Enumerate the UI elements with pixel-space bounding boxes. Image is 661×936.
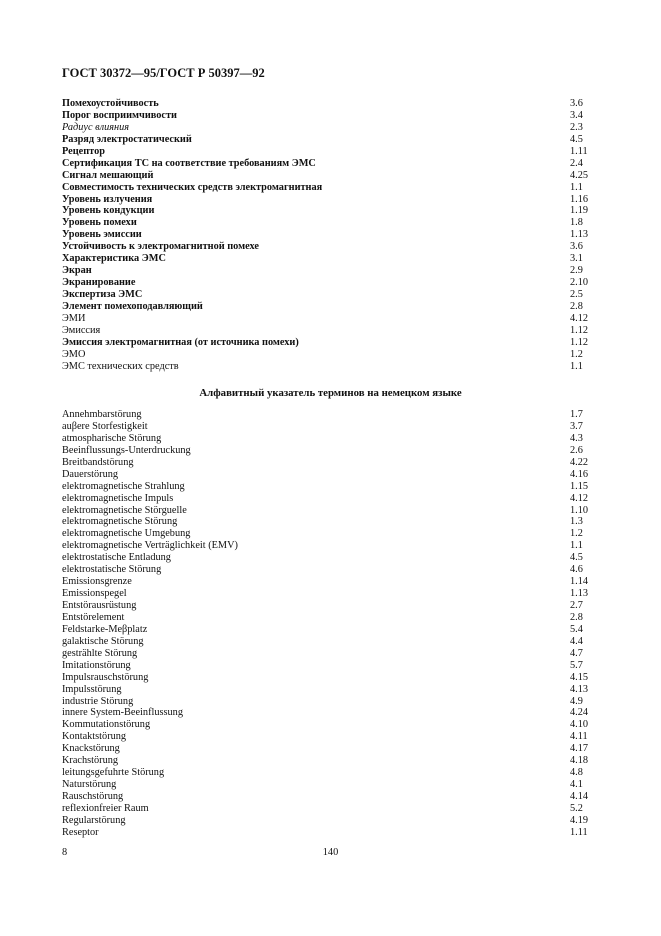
index-term: elektromagnetische Verträglichkeit (EMV) [62,540,238,552]
index-section-number: 4.25 [570,169,589,181]
german-index-row [62,719,599,731]
german-index-title: Алфавитный указатель терминов на немецком языке [199,387,462,399]
index-term: Kommutationstörung [62,719,151,731]
russian-index-row [62,337,599,349]
german-index-row [62,827,599,839]
index-section-number: 3.4 [570,109,583,121]
index-section-number: 4.24 [570,707,589,719]
index-term: Dauerstörung [62,468,119,480]
index-term: Сертификация ТС на соответствие требованиям ЭМС [62,157,316,169]
document-header: ГОСТ 30372—95/ГОСТ Р 50397—92 [62,66,265,80]
index-section-number: 1.12 [570,336,589,348]
index-section-number: 1.3 [570,516,583,528]
german-index-row [62,791,599,803]
index-term: elektromagnetische Impuls [62,492,174,504]
russian-index-row [62,265,599,277]
index-section-number: 4.19 [570,814,589,826]
russian-index-row [62,146,599,158]
index-section-number: 4.12 [570,492,589,504]
index-term: elektromagnetische Umgebung [62,528,191,540]
index-term: Уровень эмиссии [62,229,142,241]
index-section-number: 1.8 [570,217,583,229]
german-index-row [62,516,599,528]
index-term: Feldstarke-Meβplatz [62,623,148,635]
index-section-number: 1.1 [570,540,583,552]
index-section-number: 4.15 [570,671,589,683]
german-index-row [62,767,599,779]
index-section-number: 3.6 [570,98,583,109]
russian-index-row [62,325,599,337]
index-section-number: 1.15 [570,480,589,492]
index-term: Naturstörung [62,779,117,791]
index-section-number: 5.7 [570,659,583,671]
index-section-number: 1.7 [570,409,583,420]
index-term: Радиус влияния [62,121,130,133]
index-term: industrie Störung [62,695,134,707]
german-index-row [62,815,599,827]
index-term: Порог восприимчивости [62,109,177,121]
index-section-number: 2.8 [570,300,583,312]
index-section-number: 4.18 [570,755,589,767]
index-term: Уровень кондукции [62,205,155,217]
index-term: Совместимость технических средств электромагнитная [62,181,323,193]
german-index-row [62,433,599,445]
index-section-number: 4.10 [570,719,589,731]
russian-index-row [62,349,599,361]
index-section-number: 4.6 [570,564,583,576]
index-section-number: 4.5 [570,552,583,564]
index-section-number: 4.16 [570,468,589,480]
russian-index-row [62,253,599,265]
russian-index-row [62,217,599,229]
russian-index-row [62,158,599,170]
index-term: Reseptor [62,826,99,838]
index-section-number: 2.5 [570,289,583,300]
russian-index-row [62,110,599,122]
russian-index-row [62,182,599,194]
german-index-row [62,731,599,743]
russian-index-row [62,313,599,325]
index-section-number: 4.13 [570,683,589,695]
german-index-row [62,636,599,648]
index-section-number: 2.4 [570,157,583,169]
index-term: leitungsgefuhrte Störung [62,767,165,779]
index-term: Элемент помехоподавляющий [62,300,203,312]
index-term: Emissionspegel [62,588,127,600]
german-index-row [62,505,599,517]
german-index-row [62,445,599,457]
index-section-number: 3.6 [570,241,583,253]
index-term: Экран [62,265,92,277]
index-term: Imitationstörung [62,659,131,671]
index-section-number: 2.10 [570,277,589,289]
index-section-number: 1.12 [570,324,589,336]
index-term: Entstörausrüstung [62,600,137,611]
german-index-row [62,743,599,755]
index-section-number: 1.19 [570,205,589,217]
russian-index-row [62,277,599,289]
index-section-number: 4.7 [570,647,583,659]
russian-index-row [62,289,599,301]
index-section-number: 2.6 [570,444,583,456]
index-term: Breitbandstörung [62,456,134,468]
index-term: Rauschstörung [62,791,124,802]
index-term: atmospharische Störung [62,432,162,444]
index-term: gestrählte Störung [62,647,138,659]
index-section-number: 1.13 [570,588,589,600]
german-index-row [62,684,599,696]
german-index-row [62,648,599,660]
index-term: Эмиссия [62,324,101,336]
index-term: Сигнал мешающий [62,169,154,181]
german-index-row [62,779,599,791]
german-index-row [62,564,599,576]
index-section-number: 4.9 [570,695,583,707]
russian-index-row [62,170,599,182]
index-section-number: 1.16 [570,193,589,205]
page-number-left: 8 [62,847,68,858]
index-term: ЭМО [62,348,86,360]
german-index-row [62,493,599,505]
russian-index-row [62,122,599,134]
index-term: Annehmbarstörung [62,409,142,420]
index-term: Характеристика ЭМС [62,253,166,265]
german-index-row [62,624,599,636]
index-section-number: 5.2 [570,802,583,814]
index-section-number: 1.2 [570,348,583,360]
german-index-row [62,588,599,600]
index-section-number: 1.14 [570,576,589,588]
index-section-number: 4.8 [570,767,583,779]
index-section-number: 1.11 [570,145,588,157]
index-term: Entstörelement [62,611,125,623]
index-section-number: 4.22 [570,456,589,468]
russian-index-row [62,301,599,313]
index-term: elektromagnetische Störguelle [62,504,187,516]
index-term: Regularstörung [62,814,126,826]
index-term: Уровень помехи [62,217,137,229]
russian-index-row [62,194,599,206]
russian-index-row [62,134,599,146]
german-index-row [62,755,599,767]
index-term: elektromagnetische Strahlung [62,480,185,492]
index-term: Устойчивость к электромагнитной помехе [62,241,259,253]
index-term: reflexionfreier Raum [62,802,149,814]
index-term: Экранирование [62,277,136,289]
german-index-row [62,409,599,421]
index-term: Emissionsgrenze [62,576,132,588]
index-section-number: 1.11 [570,826,588,838]
russian-index-row [62,361,599,373]
german-index-row [62,540,599,552]
index-section-number: 4.14 [570,791,589,802]
index-term: Impulsstörung [62,683,122,695]
page-number-center: 140 [322,847,339,858]
russian-term-index [62,98,599,373]
german-index-row [62,457,599,469]
index-section-number: 4.5 [570,133,583,145]
german-index-row [62,707,599,719]
german-index-row [62,600,599,612]
index-section-number: 4.3 [570,432,583,444]
german-index-row [62,612,599,624]
index-term: Уровень излучения [62,193,153,205]
index-term: innere System-Beeinflussung [62,707,183,719]
index-term: elektromagnetische Störung [62,516,178,528]
index-section-number: 1.13 [570,229,589,241]
index-section-number: 1.1 [570,360,583,372]
index-section-number: 4.1 [570,779,583,791]
german-index-row [62,660,599,672]
index-section-number: 3.1 [570,253,583,265]
index-section-number: 3.7 [570,420,583,432]
index-term: Экспертиза ЭМС [62,289,143,300]
index-section-number: 2.7 [570,600,583,611]
index-term: Impulsrauschstörung [62,671,149,683]
index-term: Помехоустойчивость [62,98,159,109]
index-term: elektrostatische Entladung [62,552,171,564]
index-term: ЭМИ [62,312,86,324]
german-term-index [62,409,599,839]
index-term: ЭМС технических средств [62,360,179,372]
german-index-row [62,672,599,684]
index-term: Рецептор [62,145,105,157]
german-index-row [62,576,599,588]
index-section-number: 4.11 [570,731,588,743]
index-section-number: 4.4 [570,635,583,647]
index-section-number: 2.9 [570,265,583,277]
russian-index-row [62,241,599,253]
index-section-number: 5.4 [570,623,583,635]
index-section-number: 1.2 [570,528,583,540]
index-section-number: 1.1 [570,181,583,193]
index-term: Разряд электростатический [62,133,192,145]
index-section-number: 4.12 [570,312,589,324]
german-index-row [62,421,599,433]
index-section-number: 2.3 [570,121,583,133]
german-index-row [62,696,599,708]
index-term: Krachstörung [62,755,119,767]
index-section-number: 2.8 [570,611,583,623]
russian-index-row [62,229,599,241]
index-term: Beeinflussungs-Unterdruckung [62,444,191,456]
german-index-row [62,552,599,564]
index-term: auβere Storfestigkeit [62,420,148,432]
index-section-number: 1.10 [570,504,589,516]
index-term: elektrostatische Störung [62,564,162,576]
german-index-row [62,469,599,481]
german-index-row [62,803,599,815]
german-index-row [62,528,599,540]
index-term: Kontaktstörung [62,731,127,743]
index-term: Knackstörung [62,743,120,755]
german-index-row [62,481,599,493]
russian-index-row [62,98,599,110]
russian-index-row [62,205,599,217]
index-term: Эмиссия электромагнитная (от источника помехи) [62,336,299,348]
index-term: galaktische Störung [62,635,144,647]
index-section-number: 4.17 [570,743,589,755]
